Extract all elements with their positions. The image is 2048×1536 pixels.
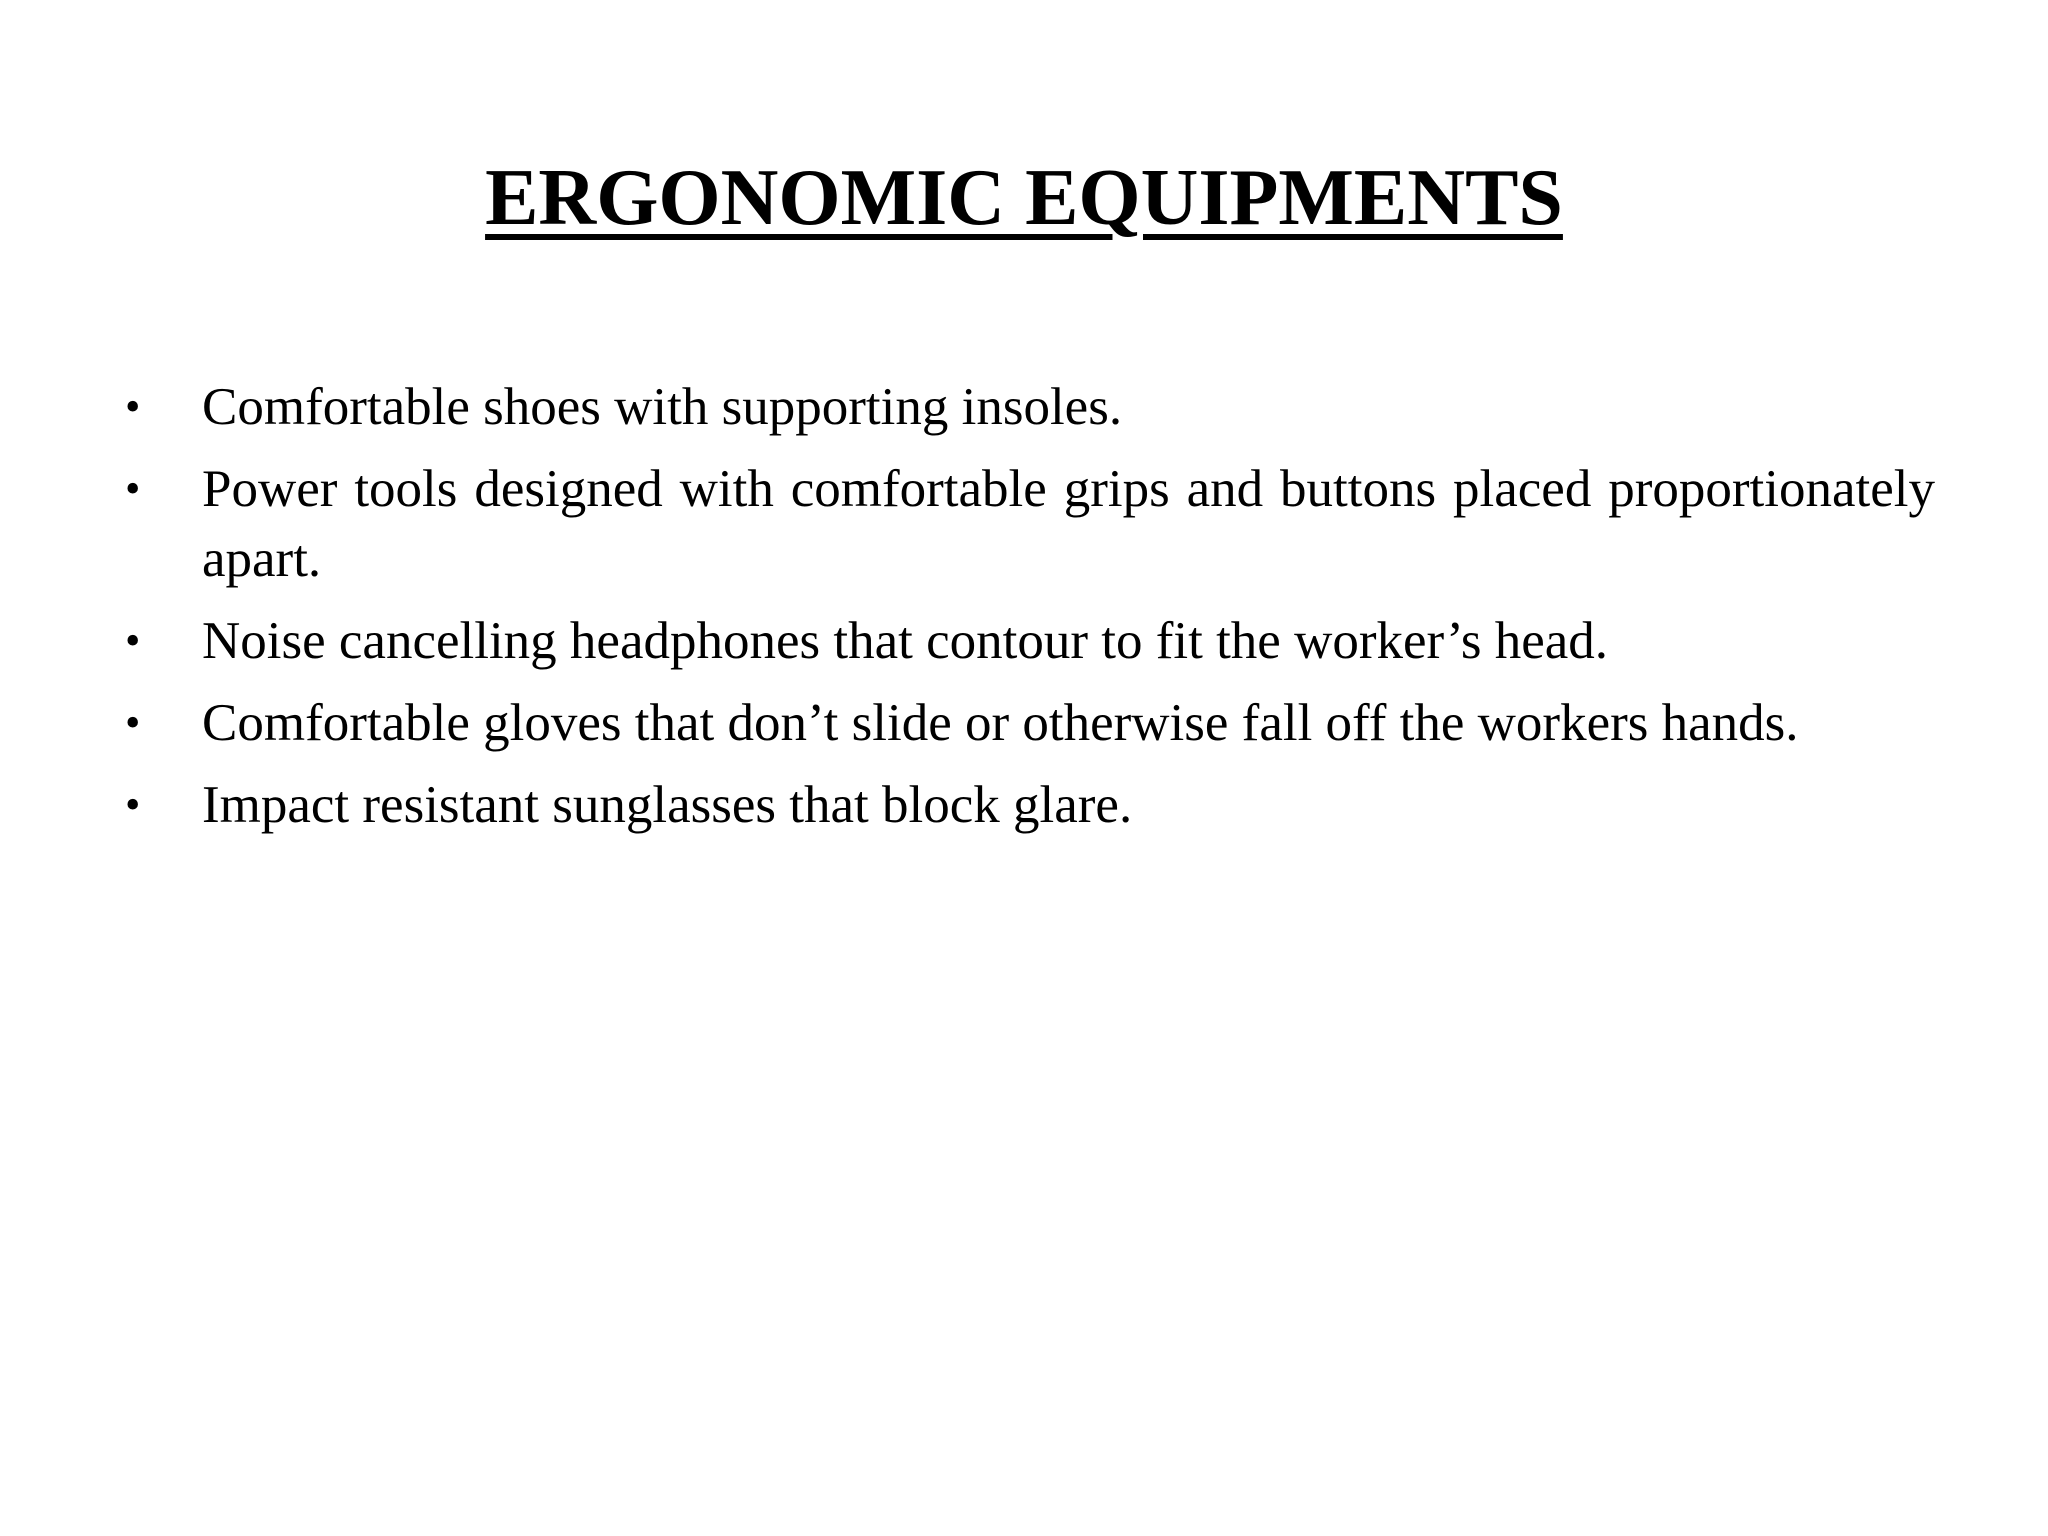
- bullet-item: [125, 688, 1935, 758]
- bullet-item: [125, 770, 1935, 840]
- bullet-dot-icon: •: [125, 464, 141, 513]
- bullet-item: [125, 372, 1935, 442]
- bullet-text: Power tools designed with comfortable grips and buttons placed proportionately apart.: [202, 460, 1935, 588]
- bullet-text: Comfortable shoes with supporting insoles.: [202, 378, 1123, 436]
- bullet-dot-icon: •: [125, 616, 141, 665]
- bullet-list: [125, 372, 1935, 852]
- bullet-dot-icon: •: [125, 780, 141, 829]
- slide-title-text: ERGONOMIC EQUIPMENTS: [485, 154, 1563, 242]
- bullet-text: Impact resistant sunglasses that block glare.: [202, 776, 1133, 834]
- bullet-dot-icon: •: [125, 382, 141, 431]
- bullet-item: [125, 454, 1935, 594]
- bullet-text: Comfortable gloves that don’t slide or otherwise fall off the workers hands.: [202, 694, 1799, 752]
- bullet-text: Noise cancelling headphones that contour to fit the worker’s head.: [202, 612, 1609, 670]
- bullet-item: [125, 606, 1935, 676]
- slide-title: [0, 150, 2048, 246]
- bullet-dot-icon: •: [125, 698, 141, 747]
